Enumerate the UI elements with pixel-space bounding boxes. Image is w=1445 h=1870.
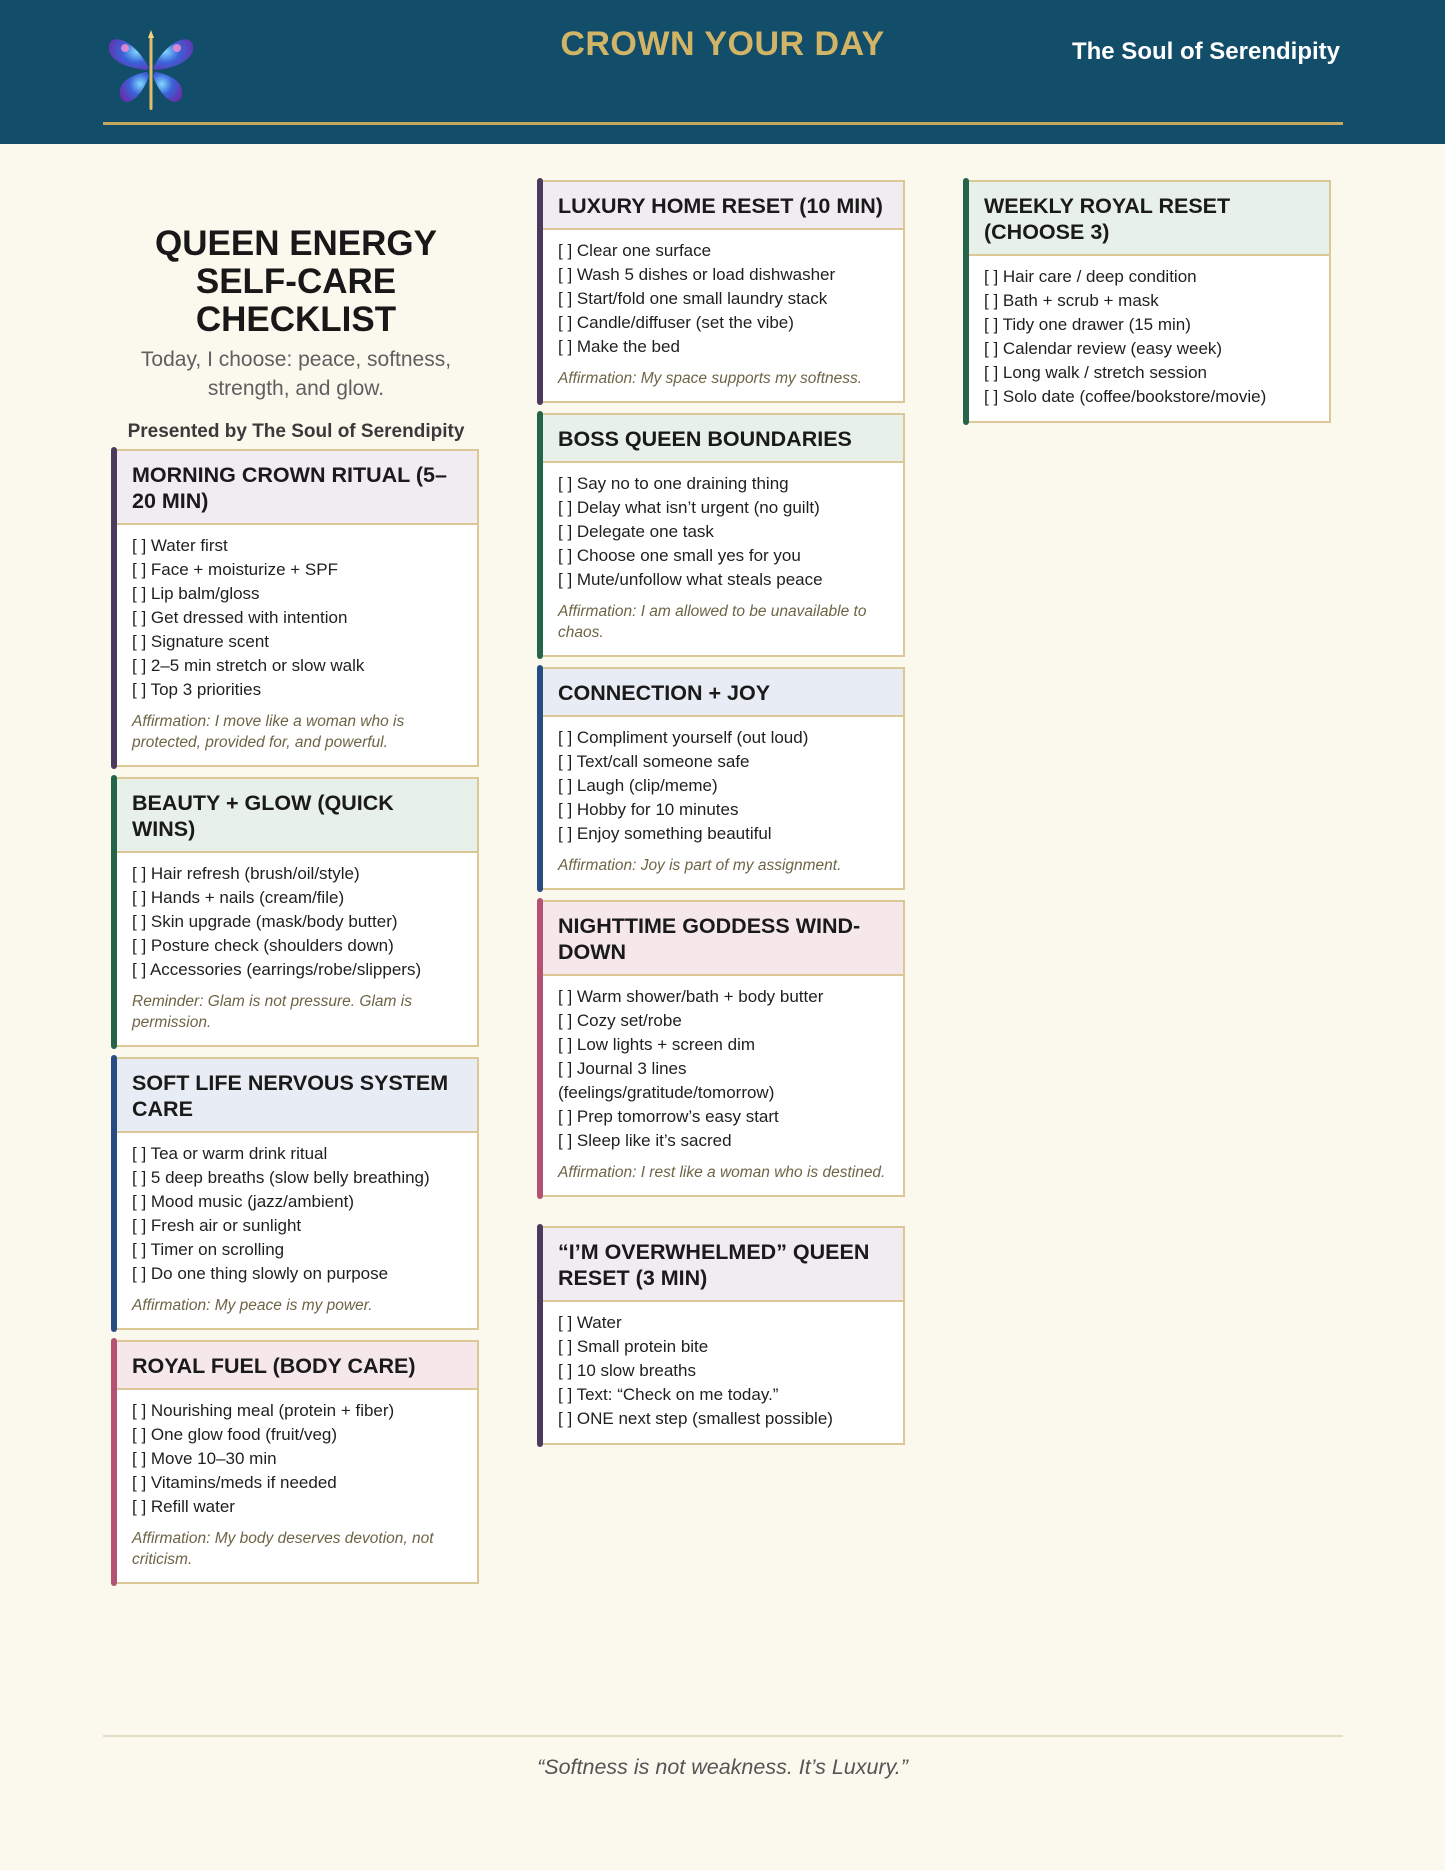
- card-affirmation: Affirmation: I am allowed to be unavailable to chaos.: [558, 603, 867, 641]
- card-title: “I’M OVERWHELMED” QUEEN RESET (3 MIN): [543, 1228, 903, 1302]
- checklist-item[interactable]: [ ] Timer on scrolling: [132, 1240, 285, 1259]
- checklist-item[interactable]: [ ] ONE next step (smallest possible): [558, 1409, 833, 1428]
- card-title: BEAUTY + GLOW (QUICK WINS): [117, 779, 477, 853]
- card-accent-bar: [111, 1338, 117, 1586]
- card-accent-bar: [111, 447, 117, 769]
- checklist-item[interactable]: [ ] Small protein bite: [558, 1337, 709, 1356]
- checklist-item[interactable]: [ ] Start/fold one small laundry stack: [558, 289, 828, 308]
- checklist-item[interactable]: [ ] Prep tomorrow’s easy start: [558, 1107, 779, 1126]
- checklist-item[interactable]: [ ] Text: “Check on me today.”: [558, 1385, 779, 1404]
- footer-divider: [103, 1735, 1343, 1737]
- checklist-item[interactable]: [ ] Sleep like it’s sacred: [558, 1131, 732, 1150]
- checklist-item[interactable]: [ ] Calendar review (easy week): [984, 339, 1223, 358]
- card-affirmation: Affirmation: My body deserves devotion, not criticism.: [132, 1530, 434, 1568]
- card-body: [117, 1133, 477, 1328]
- intro-block: [115, 225, 477, 443]
- checklist-item[interactable]: [ ] Nourishing meal (protein + fiber): [132, 1401, 395, 1420]
- card-title: CONNECTION + JOY: [543, 669, 903, 717]
- checklist-item[interactable]: [ ] Text/call someone safe: [558, 752, 750, 771]
- checklist-item[interactable]: [ ] Cozy set/robe: [558, 1011, 682, 1030]
- card-accent-bar: [537, 898, 543, 1199]
- card-accent-bar: [111, 775, 117, 1049]
- checklist-item[interactable]: [ ] Mute/unfollow what steals peace: [558, 570, 823, 589]
- card-body: [543, 463, 903, 655]
- card-accent-bar: [963, 178, 969, 425]
- card-title: LUXURY HOME RESET (10 MIN): [543, 182, 903, 230]
- header-title: CROWN YOUR DAY: [560, 25, 885, 63]
- checklist-item[interactable]: [ ] Do one thing slowly on purpose: [132, 1264, 389, 1283]
- card-body: [117, 1390, 477, 1582]
- presented-by: Presented by The Soul of Serendipity: [127, 421, 465, 442]
- checklist-item[interactable]: [ ] Say no to one draining thing: [558, 474, 789, 493]
- card-affirmation: Reminder: Glam is not pressure. Glam is permission.: [132, 993, 412, 1031]
- card-affirmation: Affirmation: I rest like a woman who is destined.: [558, 1164, 886, 1181]
- checklist-card: [117, 1340, 479, 1584]
- checklist-item[interactable]: [ ] Candle/diffuser (set the vibe): [558, 313, 794, 332]
- checklist-card: [117, 449, 479, 767]
- checklist-item[interactable]: [ ] Warm shower/bath + body butter: [558, 987, 824, 1006]
- checklist-item[interactable]: [ ] Hands + nails (cream/file): [132, 888, 345, 907]
- page-subtitle: Today, I choose: peace, softness, strength, and glow.: [140, 348, 452, 400]
- checklist-item[interactable]: [ ] Hair care / deep condition: [984, 267, 1197, 286]
- checklist-item[interactable]: [ ] Top 3 priorities: [132, 680, 262, 699]
- checklist-item[interactable]: [ ] Lip balm/gloss: [132, 584, 260, 603]
- page-header: [0, 0, 1445, 144]
- checklist-item[interactable]: [ ] Enjoy something beautiful: [558, 824, 772, 843]
- header-divider: [103, 122, 1343, 125]
- checklist-item[interactable]: [ ] Posture check (shoulders down): [132, 936, 394, 955]
- card-affirmation: Affirmation: My space supports my softness.: [558, 370, 863, 387]
- checklist-item[interactable]: [ ] Long walk / stretch session: [984, 363, 1207, 382]
- checklist-item[interactable]: [ ] Delegate one task: [558, 522, 714, 541]
- checklist-item[interactable]: [ ] Clear one surface: [558, 241, 712, 260]
- card-accent-bar: [537, 665, 543, 892]
- card-title: NIGHTTIME GODDESS WIND-DOWN: [543, 902, 903, 976]
- card-title: ROYAL FUEL (BODY CARE): [117, 1342, 477, 1390]
- card-affirmation: Affirmation: Joy is part of my assignment.: [558, 857, 842, 874]
- card-title: BOSS QUEEN BOUNDARIES: [543, 415, 903, 463]
- checklist-item[interactable]: [ ] Water: [558, 1313, 622, 1332]
- checklist-item[interactable]: [ ] Tea or warm drink ritual: [132, 1144, 328, 1163]
- checklist-item[interactable]: [ ] Refill water: [132, 1497, 235, 1516]
- checklist-item[interactable]: [ ] 2–5 min stretch or slow walk: [132, 656, 365, 675]
- checklist-item[interactable]: [ ] Signature scent: [132, 632, 270, 651]
- checklist-item[interactable]: [ ] Face + moisturize + SPF: [132, 560, 338, 579]
- checklist-item[interactable]: [ ] Mood music (jazz/ambient): [132, 1192, 355, 1211]
- checklist-item[interactable]: [ ] Vitamins/meds if needed: [132, 1473, 337, 1492]
- checklist-item[interactable]: [ ] Wash 5 dishes or load dishwasher: [558, 265, 836, 284]
- checklist-item[interactable]: [ ] 5 deep breaths (slow belly breathing): [132, 1168, 430, 1187]
- card-body: [543, 717, 903, 888]
- checklist-card: [117, 1057, 479, 1330]
- card-body: [543, 230, 903, 401]
- checklist-item[interactable]: [ ] Water first: [132, 536, 228, 555]
- checklist-item[interactable]: [ ] Journal 3 lines (feelings/gratitude/tomorrow): [558, 1059, 775, 1102]
- checklist-card: [969, 180, 1331, 423]
- checklist-item[interactable]: [ ] Fresh air or sunlight: [132, 1216, 302, 1235]
- checklist-card: [543, 1226, 905, 1445]
- card-accent-bar: [537, 411, 543, 659]
- checklist-item[interactable]: [ ] Make the bed: [558, 337, 680, 356]
- card-title: WEEKLY ROYAL RESET (CHOOSE 3): [969, 182, 1329, 256]
- checklist-item[interactable]: [ ] Laugh (clip/meme): [558, 776, 718, 795]
- checklist-card: [543, 180, 905, 403]
- checklist-card: [543, 413, 905, 657]
- checklist-item[interactable]: [ ] 10 slow breaths: [558, 1361, 696, 1380]
- checklist-item[interactable]: [ ] Hobby for 10 minutes: [558, 800, 739, 819]
- checklist-card: [543, 900, 905, 1197]
- checklist-item[interactable]: [ ] Hair refresh (brush/oil/style): [132, 864, 360, 883]
- checklist-item[interactable]: [ ] Delay what isn’t urgent (no guilt): [558, 498, 820, 517]
- card-title: SOFT LIFE NERVOUS SYSTEM CARE: [117, 1059, 477, 1133]
- card-accent-bar: [537, 178, 543, 405]
- checklist-item[interactable]: [ ] Skin upgrade (mask/body butter): [132, 912, 398, 931]
- card-accent-bar: [537, 1224, 543, 1447]
- card-body: [117, 853, 477, 1045]
- header-brand: The Soul of Serendipity: [1071, 38, 1340, 65]
- checklist-item[interactable]: [ ] Tidy one drawer (15 min): [984, 315, 1191, 334]
- checklist-item[interactable]: [ ] Get dressed with intention: [132, 608, 348, 627]
- checklist-item[interactable]: [ ] Accessories (earrings/robe/slippers): [132, 960, 422, 979]
- checklist-item[interactable]: [ ] Move 10–30 min: [132, 1449, 277, 1468]
- card-title: MORNING CROWN RITUAL (5–20 MIN): [117, 451, 477, 525]
- checklist-item[interactable]: [ ] Compliment yourself (out loud): [558, 728, 809, 747]
- checklist-item[interactable]: [ ] Choose one small yes for you: [558, 546, 801, 565]
- checklist-item[interactable]: [ ] Solo date (coffee/bookstore/movie): [984, 387, 1267, 406]
- card-affirmation: Affirmation: I move like a woman who is protected, provided for, and powerful.: [132, 713, 405, 751]
- footer-quote: “Softness is not weakness. It’s Luxury.”: [537, 1755, 908, 1779]
- card-body: [117, 525, 477, 765]
- checklist-card: [543, 667, 905, 890]
- checklist-card: [117, 777, 479, 1047]
- card-affirmation: Affirmation: My peace is my power.: [132, 1297, 373, 1314]
- card-body: [969, 256, 1329, 421]
- page-title: QUEEN ENERGY SELF-CARE CHECKLIST: [155, 224, 437, 339]
- checklist-item[interactable]: [ ] One glow food (fruit/veg): [132, 1425, 338, 1444]
- checklist-item[interactable]: [ ] Low lights + screen dim: [558, 1035, 756, 1054]
- checklist-item[interactable]: [ ] Bath + scrub + mask: [984, 291, 1159, 310]
- card-body: [543, 1302, 903, 1443]
- card-body: [543, 976, 903, 1195]
- card-accent-bar: [111, 1055, 117, 1332]
